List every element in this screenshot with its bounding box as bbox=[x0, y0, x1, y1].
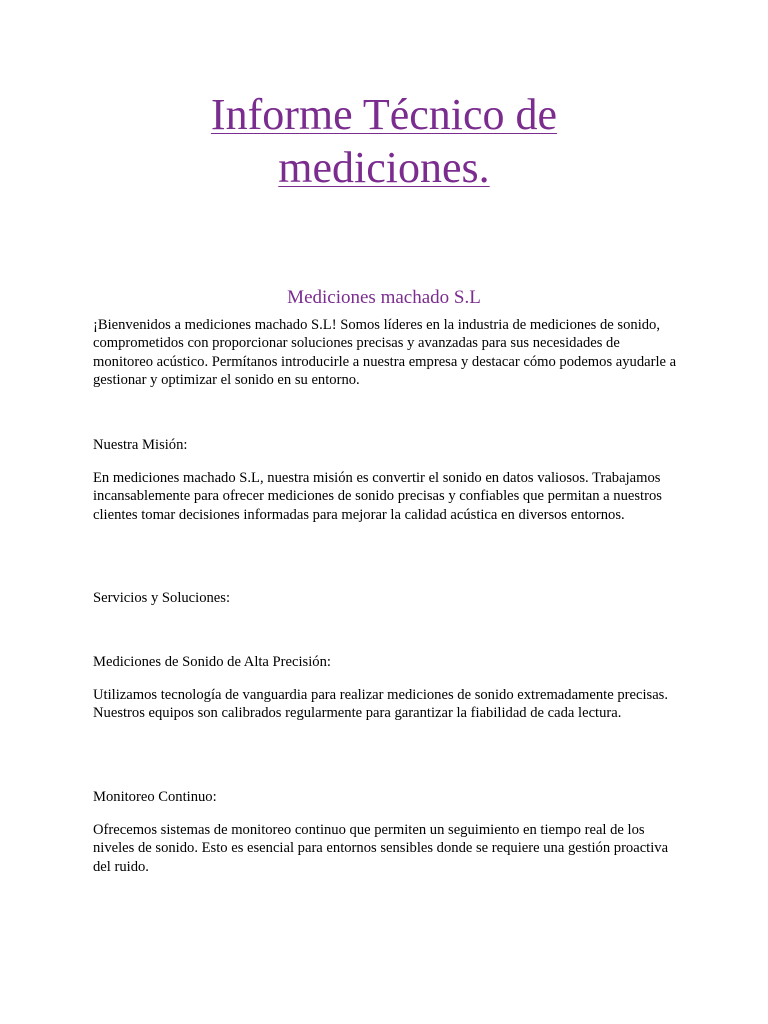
precision-heading: Mediciones de Sonido de Alta Precisión: bbox=[93, 654, 331, 670]
monitoring-heading: Monitoreo Continuo: bbox=[93, 789, 217, 805]
company-heading: Mediciones machado S.L bbox=[287, 287, 481, 308]
precision-paragraph: Utilizamos tecnología de vanguardia para realizar mediciones de sonido extremadamente precisas. Nuestros equipos son calibrados regularmente para garantizar la fiabilidad de cada lectura. bbox=[93, 687, 668, 722]
title-line-1: Informe Técnico de bbox=[210, 90, 558, 139]
monitoring-paragraph: Ofrecemos sistemas de monitoreo continuo que permiten un seguimiento en tiempo real de los niveles de sonido. Esto es esencial para entornos sensibles donde se requiere una gestión proactiva del ruido. bbox=[93, 822, 669, 875]
mission-heading: Nuestra Misión: bbox=[93, 437, 188, 453]
intro-paragraph: ¡Bienvenidos a mediciones machado S.L! Somos líderes en la industria de mediciones de sonido, comprometidos con proporcionar soluciones precisas y avanzadas para sus necesidades de monitoreo acústico. Permítanos introducirle a nuestra empresa y destacar cómo podemos ayudarle a gestionar y optimizar el sonido en su entorno. bbox=[93, 317, 677, 388]
services-heading: Servicios y Soluciones: bbox=[93, 590, 231, 606]
document-title bbox=[0, 88, 768, 194]
mission-paragraph: En mediciones machado S.L, nuestra misión es convertir el sonido en datos valiosos. Trabajamos incansablemente para ofrecer mediciones de sonido precisas y confiables que permitan a nuestros clientes tomar decisiones informadas para mejorar la calidad acústica en diversos entornos. bbox=[93, 470, 662, 523]
title-line-2: mediciones. bbox=[278, 143, 490, 192]
